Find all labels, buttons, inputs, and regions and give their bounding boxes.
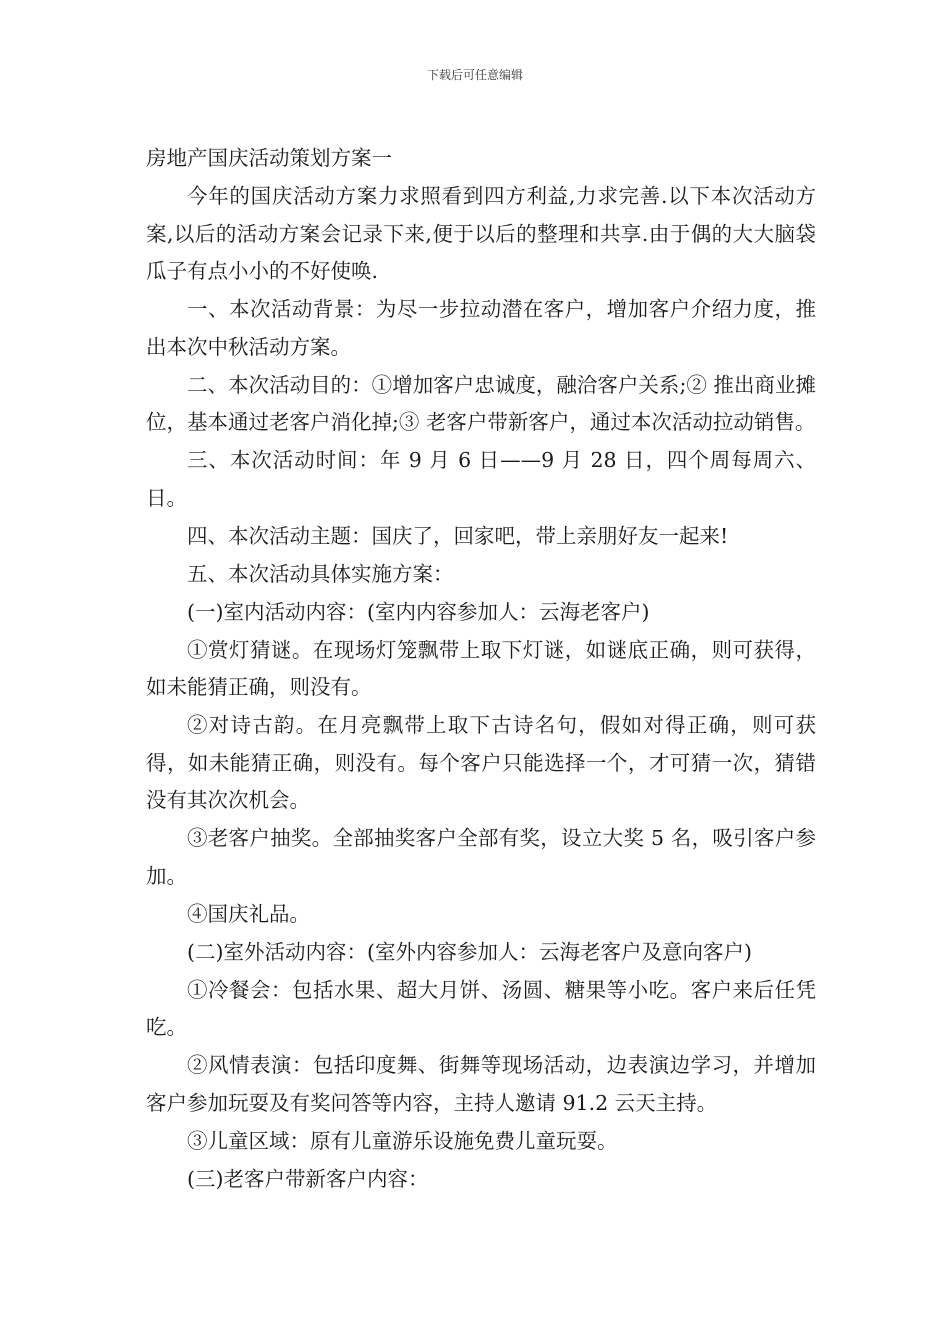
paragraph: 今年的国庆活动方案力求照看到四方利益,力求完善.以下本次活动方案,以后的活动方案会记录下来,便于以后的整理和共享.由于偶的大大脑袋瓜子有点小小的不好使唤. [146, 184, 816, 283]
paragraph: 一、本次活动背景：为尽一步拉动潜在客户，增加客户介绍力度，推出本次中秋活动方案。 [146, 297, 816, 359]
paragraph: (三)老客户带新客户内容： [187, 1166, 429, 1191]
paragraph: ①冷餐会：包括水果、超大月饼、汤圆、糖果等小吃。客户来后任凭吃。 [146, 977, 816, 1039]
document-body [146, 140, 816, 1198]
paragraph: ②对诗古韵。在月亮飘带上取下古诗名句，假如对得正确，则可获得，如未能猜正确，则没有。每个客户只能选择一个，才可猜一次，猜错没有其次次机会。 [146, 713, 816, 812]
paragraph: 二、本次活动目的：①增加客户忠诚度，融洽客户关系;② 推出商业摊位，基本通过老客户消化掉;③ 老客户带新客户，通过本次活动拉动销售。 [146, 372, 816, 434]
paragraph: 三、本次活动时间：年 9 月 6 日——9 月 28 日，四个周每周六、日。 [146, 448, 816, 510]
paragraph: (二)室外活动内容：(室外内容参加人：云海老客户及意向客户) [187, 939, 752, 964]
paragraph: ④国庆礼品。 [187, 901, 310, 926]
paragraph: 四、本次活动主题：国庆了，回家吧，带上亲朋好友一起来! [187, 523, 729, 548]
paragraph: (一)室内活动内容：(室内内容参加人：云海老客户) [187, 599, 650, 624]
paragraph: ②风情表演：包括印度舞、街舞等现场活动，边表演边学习，并增加客户参加玩耍及有奖问答等内容，主持人邀请 91.2 云天主持。 [146, 1053, 816, 1115]
document-title: 房地产国庆活动策划方案一 [146, 146, 392, 170]
paragraph: ③老客户抽奖。全部抽奖客户全部有奖，设立大奖 5 名，吸引客户参加。 [146, 826, 816, 888]
paragraph: ①赏灯猜谜。在现场灯笼飘带上取下灯谜，如谜底正确，则可获得，如未能猜正确，则没有。 [146, 637, 816, 699]
paragraph: ③儿童区域：原有儿童游乐设施免费儿童玩耍。 [187, 1128, 618, 1153]
paragraph: 五、本次活动具体实施方案： [187, 561, 454, 586]
page-header: 下载后可任意编辑 [426, 68, 523, 82]
